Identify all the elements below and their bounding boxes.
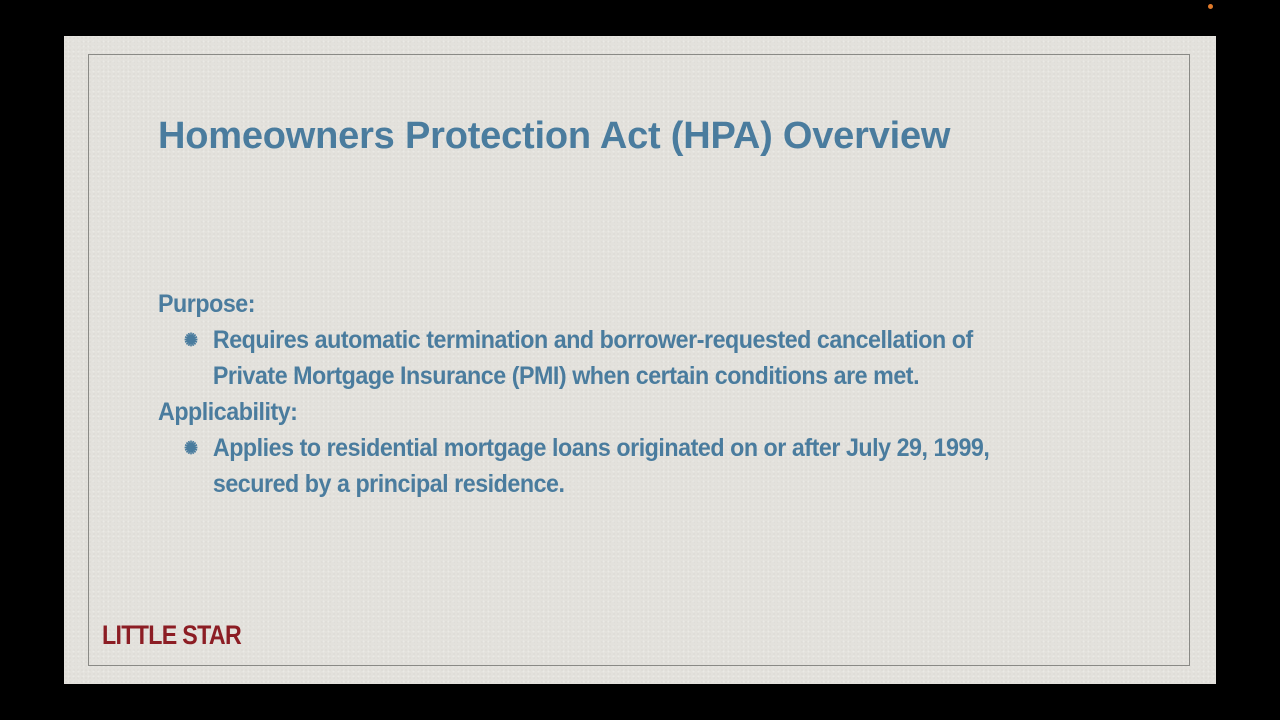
asterisk-bullet-icon: ✺ bbox=[184, 438, 198, 458]
little-star-logo: LITTLE STAR bbox=[102, 620, 242, 650]
applicability-heading: Applicability: bbox=[158, 398, 298, 426]
slide-title: Homeowners Protection Act (HPA) Overview bbox=[158, 115, 951, 157]
asterisk-bullet-icon: ✺ bbox=[184, 330, 198, 350]
applicability-bullet bbox=[158, 430, 1088, 502]
purpose-heading: Purpose: bbox=[158, 290, 256, 318]
bullet-text-line: secured by a principal residence. bbox=[212, 470, 565, 498]
slide-body bbox=[158, 286, 1088, 502]
recording-indicator-icon bbox=[1208, 4, 1213, 9]
bullet-text-line: Applies to residential mortgage loans originated on or after July 29, 1999, bbox=[212, 434, 990, 462]
purpose-bullet bbox=[158, 322, 1088, 394]
presentation-slide bbox=[64, 36, 1216, 684]
bullet-text-line: Requires automatic termination and borrower-requested cancellation of bbox=[212, 326, 973, 354]
bullet-text-line: Private Mortgage Insurance (PMI) when certain conditions are met. bbox=[212, 362, 920, 390]
